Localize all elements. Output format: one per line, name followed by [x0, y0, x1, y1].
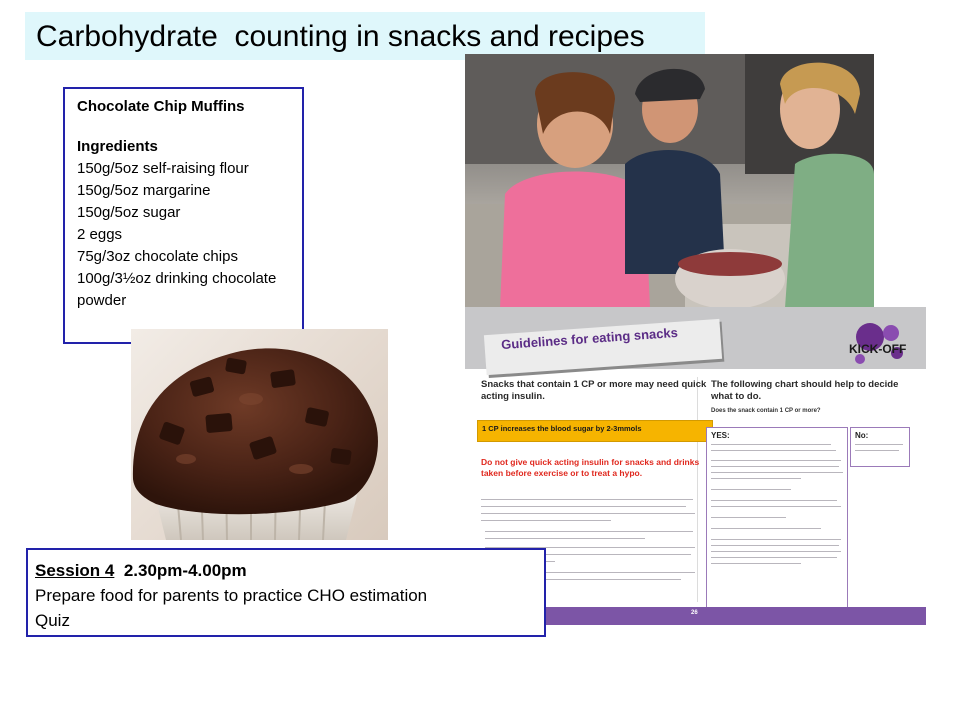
no-label: No: — [855, 431, 869, 440]
no-text-line — [855, 450, 899, 451]
no-text-line — [855, 444, 903, 445]
body-text-line — [481, 499, 693, 500]
kickoff-logo-text: KICK-OFF — [849, 342, 907, 356]
yes-text-line — [711, 563, 801, 564]
yes-text-line — [711, 506, 841, 507]
body-text-line — [485, 531, 693, 532]
yes-text-line — [711, 517, 786, 518]
column-divider — [697, 377, 698, 602]
yes-text-line — [711, 489, 791, 490]
ingredient-item: 75g/3oz chocolate chips — [77, 248, 238, 265]
recipe-box — [63, 87, 304, 344]
ingredients-heading: Ingredients — [77, 138, 158, 155]
ingredients-list — [77, 158, 292, 312]
body-text-line — [481, 506, 686, 507]
yes-text-line — [711, 460, 841, 461]
kickoff-logo-graphic — [845, 319, 915, 375]
slide-title: Carbohydrate counting in snacks and recipes — [36, 20, 645, 53]
body-text-line — [481, 513, 695, 514]
ingredient-item: 150g/5oz self-raising flour — [77, 160, 249, 177]
right-heading: The following chart should help to decide what to do. — [711, 379, 899, 402]
kickoff-logo — [845, 319, 915, 375]
highlight-text: 1 CP increases the blood sugar by 2-3mmols — [482, 424, 642, 433]
warning-text: Do not give quick acting insulin for snacks and drinks taken before exercise or to treat a hypo. — [481, 457, 700, 478]
muffin-illustration — [131, 329, 388, 540]
body-text-line — [481, 520, 611, 521]
ingredient-item: 150g/5oz margarine — [77, 182, 211, 199]
session-name: Session 4 — [35, 561, 115, 580]
yes-label: YES: — [711, 431, 730, 440]
yes-text-line — [711, 539, 841, 540]
session-heading — [35, 558, 544, 583]
yes-text-line — [711, 551, 841, 552]
yes-box — [706, 427, 848, 610]
yes-text-line — [711, 545, 839, 546]
yes-text-line — [711, 450, 836, 451]
yes-text-line — [711, 500, 837, 501]
yes-text-line — [711, 444, 831, 445]
ingredient-item: 100g/3½oz drinking chocolate powder — [77, 270, 277, 309]
ingredient-item: 2 eggs — [77, 226, 123, 243]
kitchen-illustration — [465, 54, 874, 308]
session-box — [26, 548, 546, 637]
yes-text-line — [711, 528, 821, 529]
yes-text-line — [711, 557, 837, 558]
session-line: Prepare food for parents to practice CHO estimation — [35, 586, 428, 605]
title-bar — [25, 12, 705, 60]
page-number: 26 — [691, 610, 698, 616]
yes-text-line — [711, 466, 839, 467]
recipe-title: Chocolate Chip Muffins — [77, 98, 245, 115]
session-line: Quiz — [35, 611, 70, 630]
kitchen-photo — [465, 54, 874, 308]
body-text-line — [485, 538, 645, 539]
yes-text-line — [711, 478, 801, 479]
left-heading: Snacks that contain 1 CP or more may need quick acting insulin. — [481, 379, 707, 402]
muffin-photo — [131, 329, 388, 540]
chart-question: Does the snack contain 1 CP or more? — [711, 408, 821, 414]
ingredient-item: 150g/5oz sugar — [77, 204, 181, 221]
session-time: 2.30pm-4.00pm — [123, 561, 247, 580]
leaflet-title: Guidelines for eating snacks — [500, 324, 679, 353]
yes-text-line — [711, 472, 843, 473]
